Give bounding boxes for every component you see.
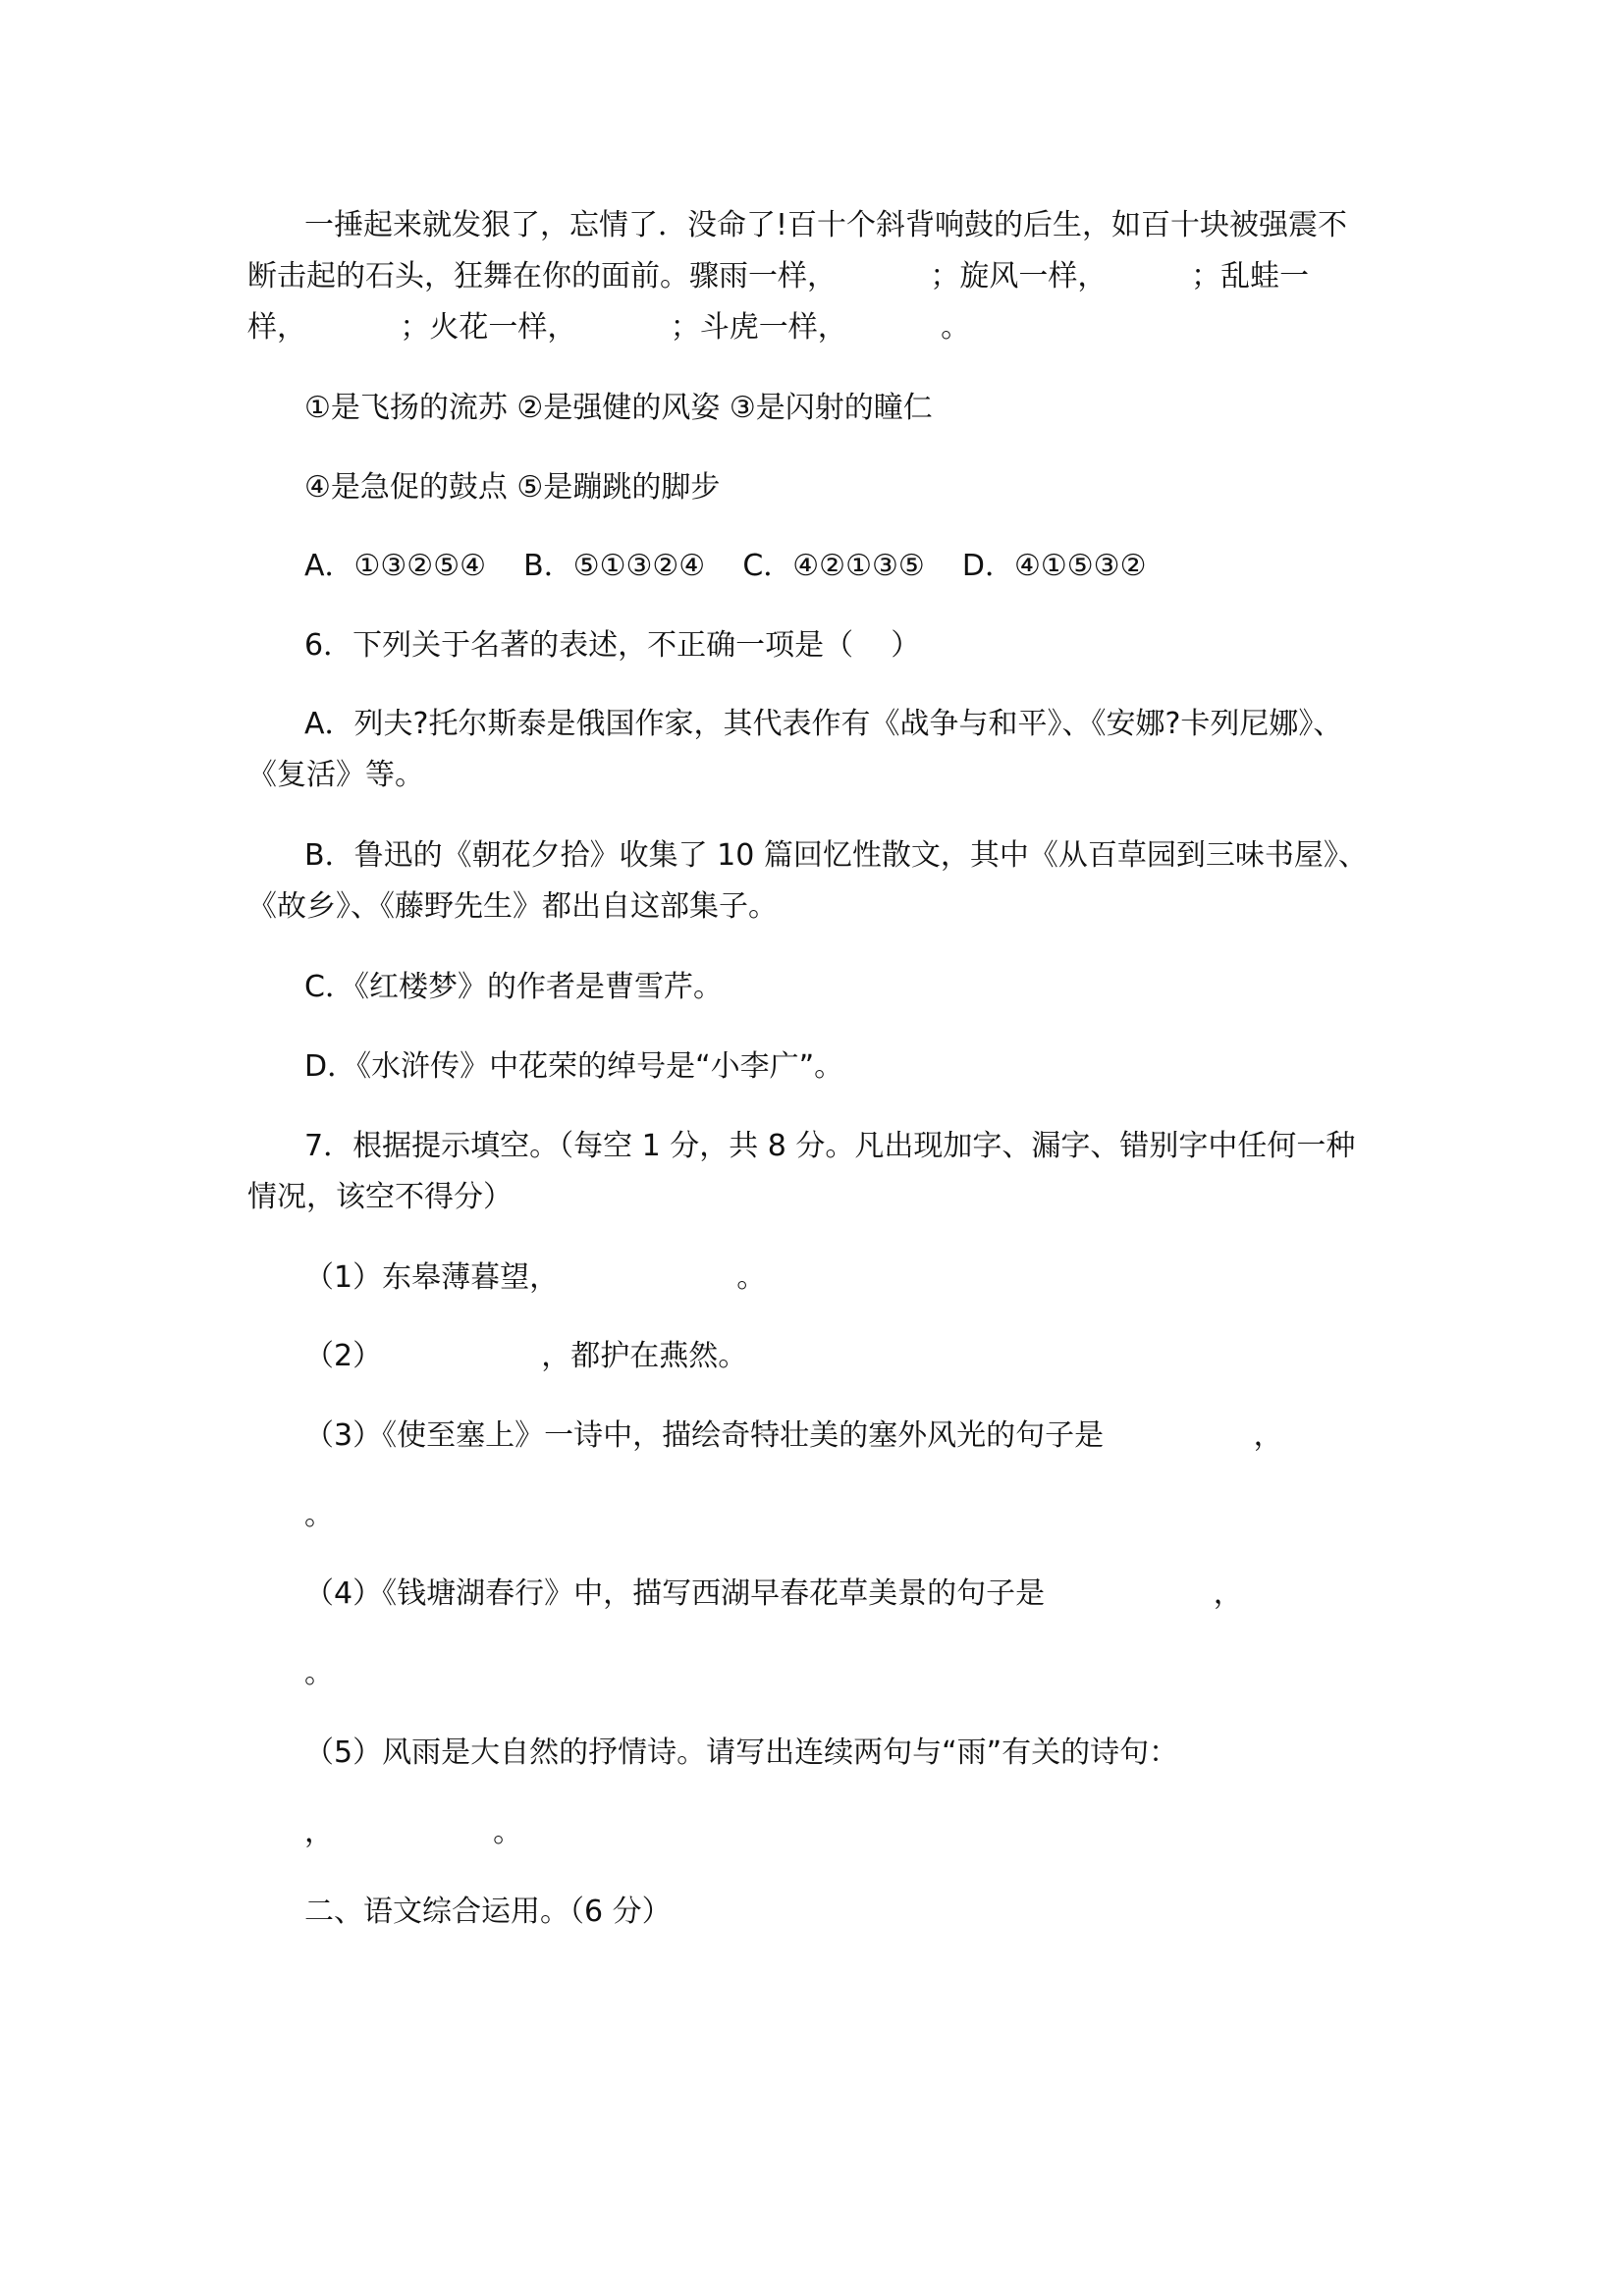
q7-item-1: （1）东皋薄暮望， 。 bbox=[304, 1260, 767, 1295]
passage-line-1: 一捶起来就发狠了，忘情了．没命了!百十个斜背响鼓的后生，如百十块被强震不 bbox=[304, 208, 1348, 242]
passage-line-2: 断击起的石头，狂舞在你的面前。骤雨一样， ；旋风一样， ；乱蛙一 bbox=[247, 259, 1310, 294]
option-list-line-2: ④是急促的鼓点 ⑤是蹦跳的脚步 bbox=[304, 470, 721, 505]
q7-item-3: （3）《使至塞上》一诗中，描绘奇特壮美的塞外风光的句子是 ， bbox=[304, 1418, 1283, 1453]
question-7-line-2: 情况，该空不得分） bbox=[247, 1180, 513, 1214]
question-7-line-1: 7．根据提示填空。（每空 1 分，共 8 分。凡出现加字、漏字、错别字中任何一种 bbox=[304, 1129, 1356, 1163]
passage-line-3: 样， ；火花一样， ；斗虎一样， 。 bbox=[247, 310, 971, 345]
option-list-line-1: ①是飞扬的流苏 ②是强健的风姿 ③是闪射的瞳仁 bbox=[304, 391, 933, 425]
q7-item-4: （4）《钱塘湖春行》中，描写西湖早春花草美景的句子是 ， bbox=[304, 1576, 1243, 1611]
section-heading: 二、语文综合运用。（6 分） bbox=[304, 1895, 672, 1929]
q6-option-c: C．《红楼梦》的作者是曹雪芹。 bbox=[304, 970, 723, 1004]
q6-option-a-line-1: A．列夫?托尔斯泰是俄国作家，其代表作有《战争与和平》、《安娜?卡列尼娜》、 bbox=[304, 707, 1343, 741]
q7-item-2: （2） ，都护在燕然。 bbox=[304, 1339, 748, 1373]
question-6: 6．下列关于名著的表述，不正确一项是（ ） bbox=[304, 628, 921, 663]
q7-item-3-continuation: 。 bbox=[304, 1498, 334, 1532]
q7-item-5: （5）风雨是大自然的抒情诗。请写出连续两句与“雨”有关的诗句： bbox=[304, 1735, 1179, 1770]
q7-item-5-continuation: ， 。 bbox=[304, 1815, 523, 1849]
q6-option-b-line-1: B．鲁迅的《朝花夕拾》收集了 10 篇回忆性散文，其中《从百草园到三味书屋》、 bbox=[304, 838, 1368, 873]
q6-option-b-line-2: 《故乡》、《藤野先生》都出自这部集子。 bbox=[247, 889, 778, 924]
q6-option-d: D．《水浒传》中花荣的绰号是“小李广”。 bbox=[304, 1049, 844, 1084]
q7-item-4-continuation: 。 bbox=[304, 1656, 334, 1690]
answer-choices: A．①③②⑤④ B．⑤①③②④ C．④②①③⑤ D．④①⑤③② bbox=[304, 549, 1147, 583]
q6-option-a-line-2: 《复活》等。 bbox=[247, 758, 424, 792]
